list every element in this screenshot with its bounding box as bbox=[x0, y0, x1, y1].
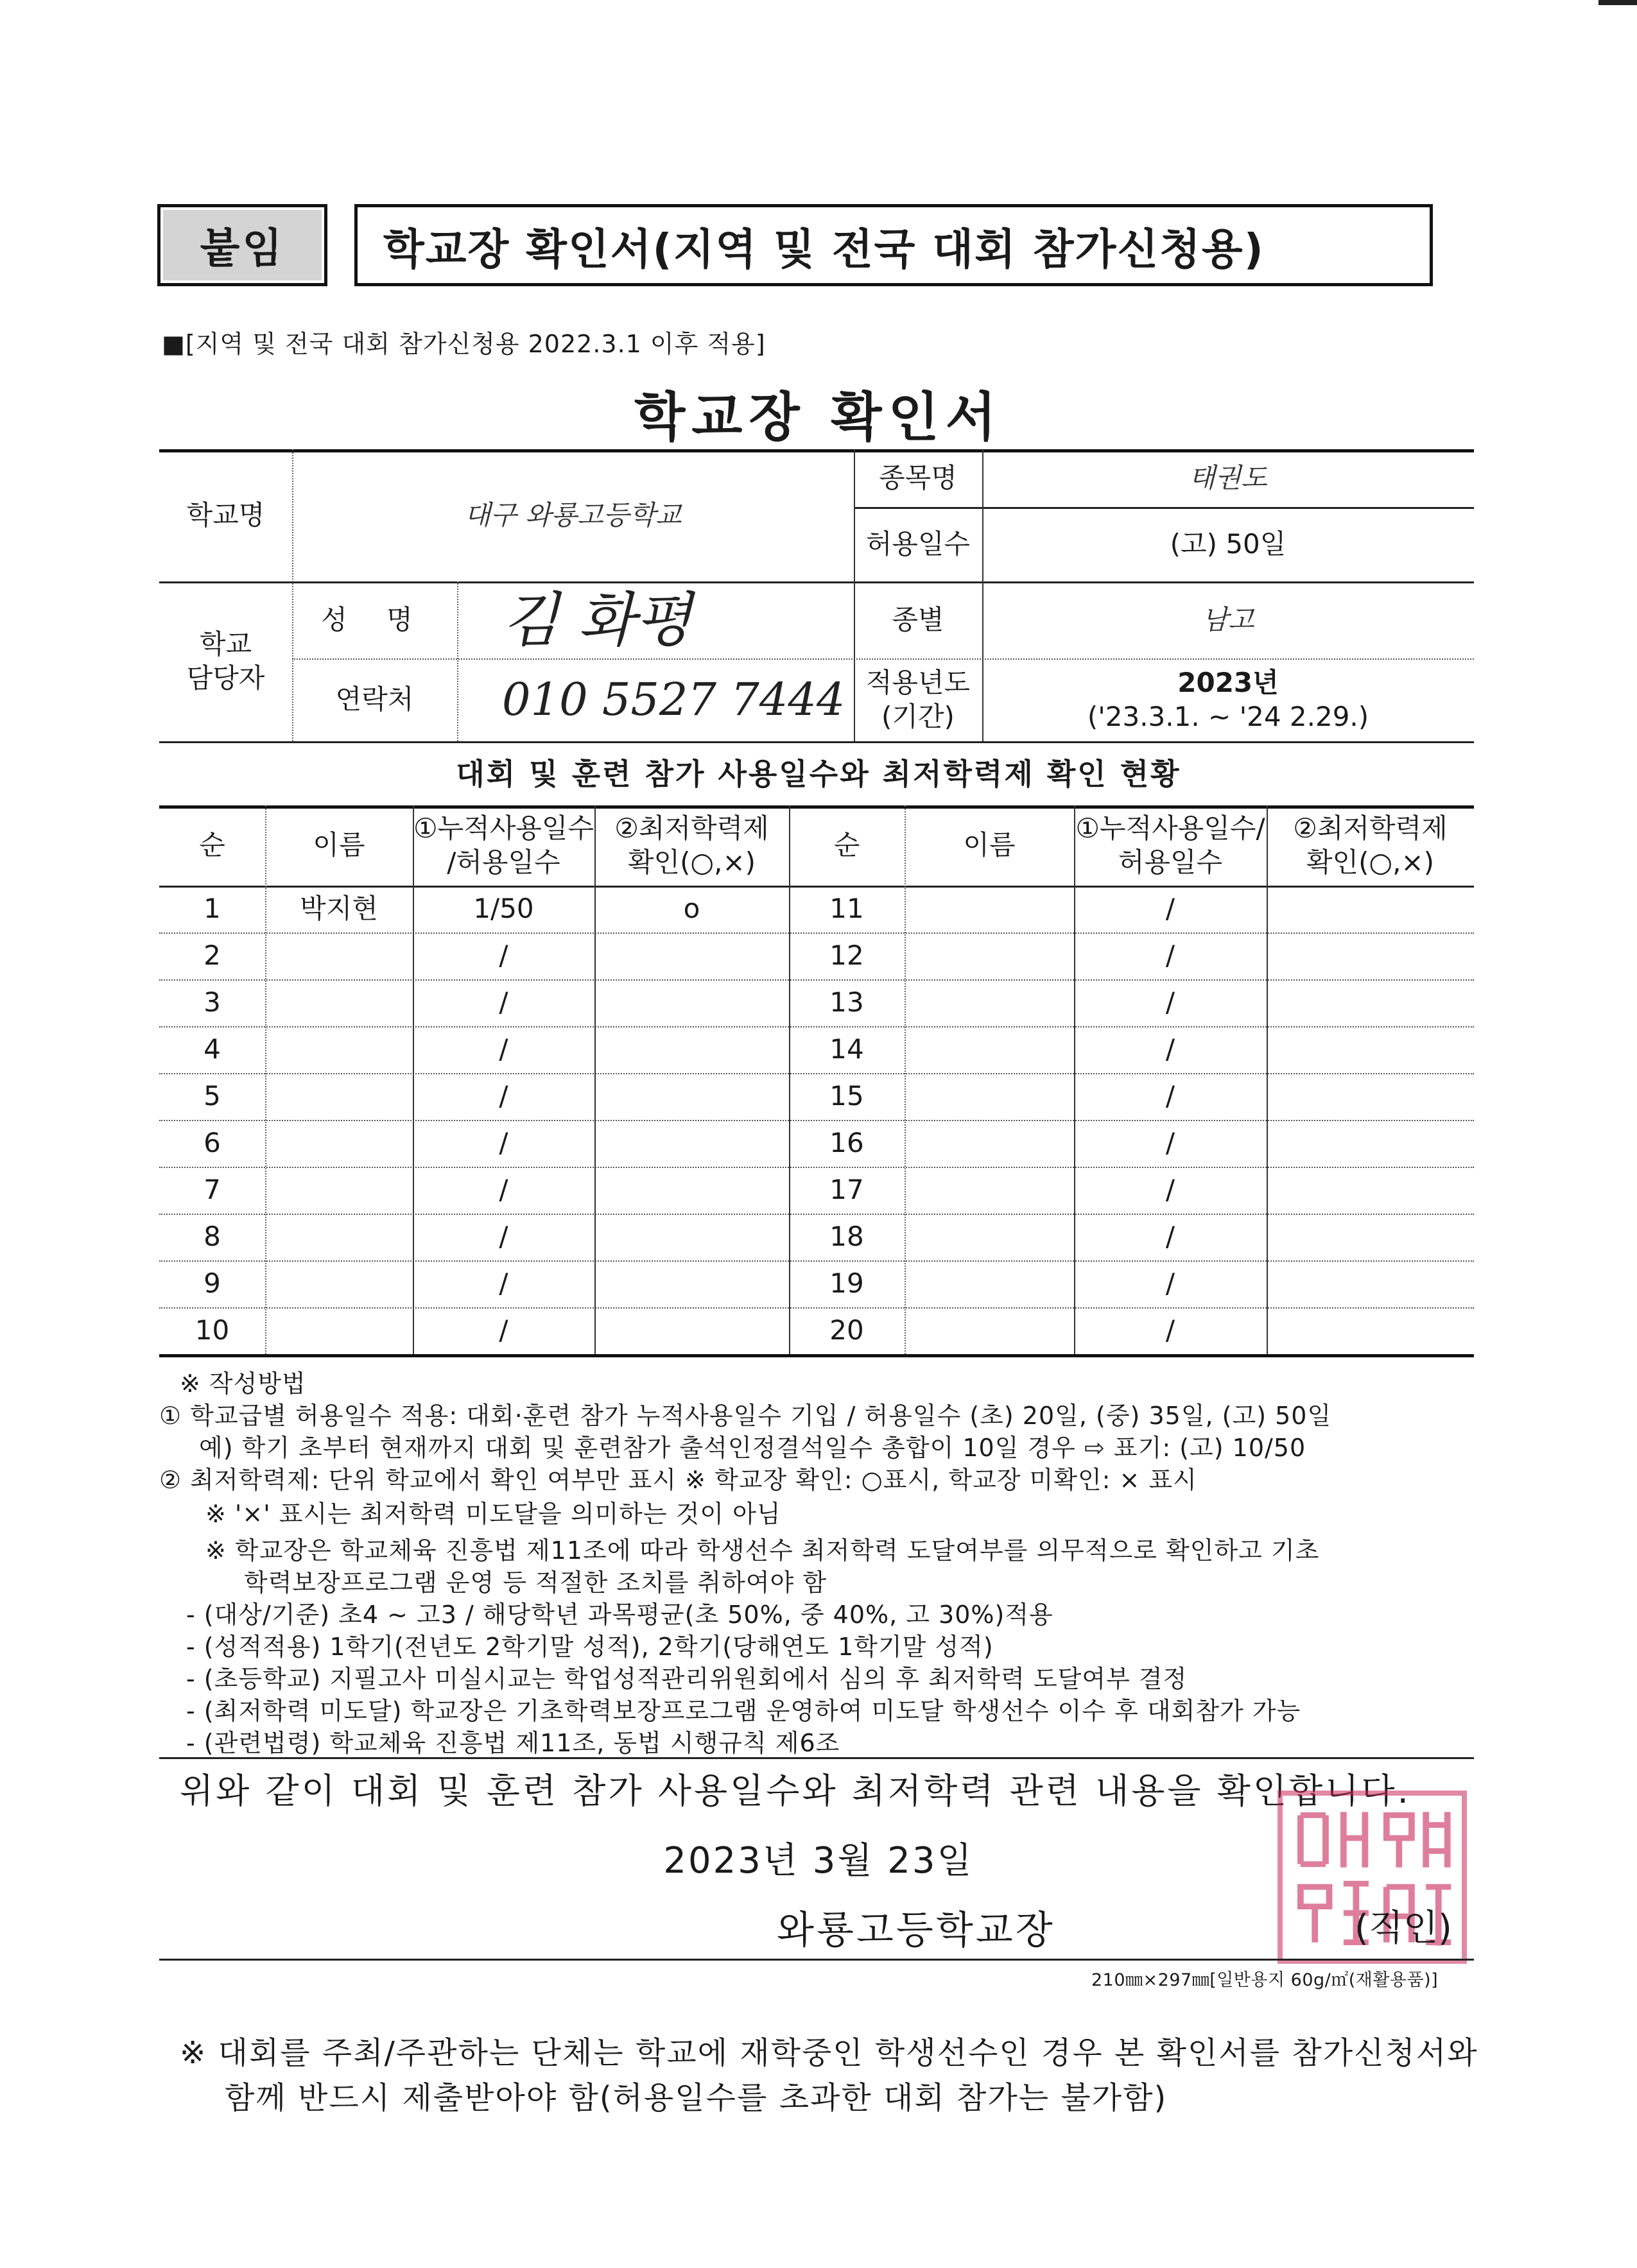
header-days-right bbox=[1074, 805, 1267, 886]
row-name-left bbox=[265, 1260, 413, 1307]
school-name-value: 대구 와룡고등학교 bbox=[464, 499, 682, 531]
row-name-right bbox=[905, 979, 1074, 1026]
row-name-left bbox=[265, 979, 413, 1026]
instructions-heading: ※ 작성방법 bbox=[180, 1370, 306, 1398]
row-min-right bbox=[1267, 1260, 1474, 1307]
row-min-left bbox=[594, 932, 789, 979]
row-days-right: / bbox=[1165, 1267, 1175, 1300]
submission-note-line2: 함께 반드시 제출받아야 함(허용일수를 초과한 대회 참가는 불가함) bbox=[225, 2080, 1168, 2116]
school-head-signature: 와룡고등학교장 bbox=[777, 1908, 1055, 1953]
row-no-left: 8 bbox=[204, 1221, 221, 1253]
row-days-left: / bbox=[499, 1080, 508, 1112]
person-label-line2: 담당자 bbox=[186, 662, 265, 694]
seal-mark-label: (직인) bbox=[1355, 1907, 1452, 1949]
row-no-left: 5 bbox=[204, 1080, 221, 1112]
row-days-right: / bbox=[1165, 1033, 1175, 1065]
gender-value: 남고 bbox=[1202, 603, 1254, 635]
scan-edge-mark bbox=[1598, 0, 1637, 5]
row-days-right: / bbox=[1165, 1127, 1175, 1159]
row-no-left: 7 bbox=[204, 1174, 221, 1206]
school-name-label: 학교명 bbox=[186, 499, 265, 531]
row-name-right bbox=[905, 1120, 1074, 1167]
name-label: 성 명 bbox=[321, 603, 428, 635]
header-min-right bbox=[1267, 805, 1474, 886]
row-min-left bbox=[594, 979, 789, 1026]
person-in-charge-label bbox=[159, 581, 292, 741]
paper-spec: 210㎜×297㎜[일반용지 60g/㎡(재활용품)] bbox=[1091, 1970, 1439, 1990]
header-min-left-line1: ②최저학력제 bbox=[614, 812, 769, 844]
row-name-left bbox=[265, 932, 413, 979]
row-name-right bbox=[905, 1026, 1074, 1073]
sport-value: 태권도 bbox=[1189, 461, 1267, 494]
gender-label: 종별 bbox=[892, 603, 944, 635]
row-no-right: 16 bbox=[829, 1127, 864, 1159]
row-name-right bbox=[905, 1167, 1074, 1214]
row-no-left: 6 bbox=[204, 1127, 221, 1159]
row-name-right bbox=[905, 1260, 1074, 1307]
row-no-right: 18 bbox=[829, 1221, 864, 1253]
row-days-right: / bbox=[1165, 1314, 1175, 1346]
allowed-days-label: 허용일수 bbox=[865, 528, 971, 560]
instruction-2: ② 최저학력제: 단위 학교에서 확인 여부만 표시 ※ 학교장 확인: ○표시, 학교장 미확인: × 표시 bbox=[159, 1466, 1197, 1494]
header-no-left: 순 bbox=[199, 829, 225, 861]
row-days-left: / bbox=[499, 1267, 508, 1300]
issue-date: 2023년 3월 23일 bbox=[663, 1840, 974, 1882]
sport-label: 종목명 bbox=[879, 461, 957, 494]
row-min-right bbox=[1267, 1167, 1474, 1214]
row-no-left: 4 bbox=[204, 1033, 221, 1065]
attachment-label: 붙임 bbox=[157, 204, 327, 286]
year-label bbox=[854, 658, 982, 741]
row-no-right: 13 bbox=[829, 986, 864, 1018]
row-no-left: 9 bbox=[204, 1267, 221, 1300]
row-min-right bbox=[1267, 1307, 1474, 1354]
row-min-right bbox=[1267, 979, 1474, 1026]
row-name-right bbox=[905, 886, 1074, 932]
instruction-1-example: 예) 학기 초부터 현재까지 대회 및 훈련참가 출석인정결석일수 총합이 10일 경우 ⇨ 표기: (고) 10/50 bbox=[199, 1434, 1306, 1462]
instruction-x-note: ※ '×' 표시는 최저학력 미도달을 의미하는 것이 아님 bbox=[205, 1500, 781, 1528]
applicability-note: ■[지역 및 전국 대회 참가신청용 2022.3.1 이후 적용] bbox=[162, 330, 766, 358]
row-no-left: 2 bbox=[204, 940, 221, 972]
row-days-left: / bbox=[499, 1314, 508, 1346]
period-text: ('23.3.1. ~ '24 2.29.) bbox=[1087, 700, 1369, 732]
row-min-left bbox=[594, 1073, 789, 1120]
row-name-left bbox=[265, 1307, 413, 1354]
header-days-left bbox=[413, 805, 594, 886]
row-min-right bbox=[1267, 932, 1474, 979]
row-min-left bbox=[594, 1260, 789, 1307]
row-no-right: 15 bbox=[829, 1080, 864, 1112]
row-days-right: / bbox=[1165, 1174, 1175, 1206]
row-min-right bbox=[1267, 1120, 1474, 1167]
row-days-right: / bbox=[1165, 986, 1175, 1018]
row-name-right bbox=[905, 932, 1074, 979]
instruction-law-note-cont: 학력보장프로그램 운영 등 적절한 조치를 취하여야 함 bbox=[244, 1568, 827, 1597]
allowed-days-value: (고) 50일 bbox=[1170, 528, 1286, 560]
instruction-elementary: - (초등학교) 지필고사 미실시교는 학업성적관리위원회에서 심의 후 최저학력 도달여부 결정 bbox=[186, 1665, 1188, 1693]
row-name-left: 박지현 bbox=[300, 893, 378, 925]
row-days-right: / bbox=[1165, 940, 1175, 972]
row-days-right: / bbox=[1165, 1080, 1175, 1112]
row-name-right bbox=[905, 1214, 1074, 1260]
row-days-right: / bbox=[1165, 1221, 1175, 1253]
year-text: 2023년 bbox=[1177, 667, 1279, 698]
person-label-line1: 학교 bbox=[199, 628, 252, 660]
instruction-grades: - (성적적용) 1학기(전년도 2학기말 성적), 2학기(당해연도 1학기말 성적) bbox=[186, 1633, 994, 1661]
row-min-left bbox=[594, 1026, 789, 1073]
confirmation-statement: 위와 같이 대회 및 훈련 참가 사용일수와 최저학력 관련 내용을 확인합니다. bbox=[180, 1771, 1411, 1811]
row-days-left: / bbox=[499, 940, 508, 972]
row-min-right bbox=[1267, 886, 1474, 932]
row-min-left bbox=[594, 1120, 789, 1167]
instruction-not-reached: - (최저학력 미도달) 학교장은 기초학력보장프로그램 운영하여 미도달 학생선수 이수 후 대회참가 가능 bbox=[186, 1697, 1301, 1725]
row-name-left bbox=[265, 1167, 413, 1214]
row-name-right bbox=[905, 1073, 1074, 1120]
row-min-right bbox=[1267, 1214, 1474, 1260]
header-days-left-line2: /허용일수 bbox=[447, 846, 560, 878]
row-days-right: / bbox=[1165, 893, 1175, 925]
row-days-left: / bbox=[499, 986, 508, 1018]
header-min-right-line2: 확인(○,×) bbox=[1306, 846, 1435, 878]
row-days-left: / bbox=[499, 1174, 508, 1206]
header-name-left: 이름 bbox=[313, 829, 365, 861]
instruction-target: - (대상/기준) 초4 ~ 고3 / 해당학년 과목평균(초 50%, 중 40%, 고 30%)적용 bbox=[186, 1601, 1053, 1629]
instruction-law-note: ※ 학교장은 학교체육 진흥법 제11조에 따라 학생선수 최저학력 도달여부를 의무적으로 확인하고 기초 bbox=[205, 1536, 1320, 1565]
instruction-law: - (관련법령) 학교체육 진흥법 제11조, 동법 시행규칙 제6조 bbox=[186, 1729, 840, 1757]
submission-note-line1: ※ 대회를 주최/주관하는 단체는 학교에 재학중인 학생선수인 경우 본 확인서를 참가신청서와 bbox=[180, 2035, 1478, 2071]
row-name-left bbox=[265, 1214, 413, 1260]
header-min-right-line1: ②최저학력제 bbox=[1293, 812, 1448, 844]
row-name-right bbox=[905, 1307, 1074, 1354]
header-min-left-line2: 확인(○,×) bbox=[627, 846, 756, 878]
row-days-left: / bbox=[499, 1127, 508, 1159]
row-min-left bbox=[594, 1214, 789, 1260]
row-no-right: 11 bbox=[829, 893, 864, 925]
row-min-right bbox=[1267, 1073, 1474, 1120]
header-no-right: 순 bbox=[833, 829, 860, 861]
year-label-line2: (기간) bbox=[881, 700, 955, 732]
row-min-left bbox=[594, 1167, 789, 1214]
row-no-right: 20 bbox=[829, 1314, 864, 1346]
document-header-title: 학교장 확인서(지역 및 전국 대회 참가신청용) bbox=[354, 204, 1433, 286]
section-title: 대회 및 훈련 참가 사용일수와 최저학력제 확인 현황 bbox=[456, 757, 1181, 791]
row-min-left bbox=[594, 1307, 789, 1354]
header-days-right-line1: ①누적사용일수/ bbox=[1075, 812, 1265, 844]
row-name-left bbox=[265, 1026, 413, 1073]
year-value bbox=[982, 658, 1474, 741]
row-no-left: 3 bbox=[204, 986, 221, 1018]
row-no-left: 1 bbox=[204, 893, 221, 925]
row-name-left bbox=[265, 1120, 413, 1167]
row-no-right: 17 bbox=[829, 1174, 864, 1206]
row-min-left: o bbox=[683, 893, 700, 925]
name-value: 김 화평 bbox=[502, 585, 692, 655]
contact-label: 연락처 bbox=[335, 683, 414, 716]
header-days-left-line1: ①누적사용일수 bbox=[413, 812, 594, 844]
row-no-right: 12 bbox=[829, 940, 864, 972]
row-name-left bbox=[265, 1073, 413, 1120]
row-no-left: 10 bbox=[195, 1314, 230, 1346]
instruction-1: ① 학교급별 허용일수 적용: 대회·훈련 참가 누적사용일수 기입 / 허용일수 (초) 20일, (중) 35일, (고) 50일 bbox=[159, 1402, 1332, 1430]
header-days-right-line2: 허용일수 bbox=[1118, 846, 1223, 878]
row-no-right: 19 bbox=[829, 1267, 864, 1300]
row-days-left: / bbox=[499, 1033, 508, 1065]
contact-value: 010 5527 7444 bbox=[502, 673, 845, 726]
row-min-right bbox=[1267, 1026, 1474, 1073]
row-days-left: 1/50 bbox=[473, 893, 534, 925]
page-title: 학교장 확인서 bbox=[634, 387, 1003, 448]
row-days-left: / bbox=[499, 1221, 508, 1253]
year-label-line1: 적용년도 bbox=[865, 667, 971, 698]
header-min-left bbox=[594, 805, 789, 886]
header-name-right: 이름 bbox=[963, 829, 1016, 861]
row-no-right: 14 bbox=[829, 1033, 864, 1065]
